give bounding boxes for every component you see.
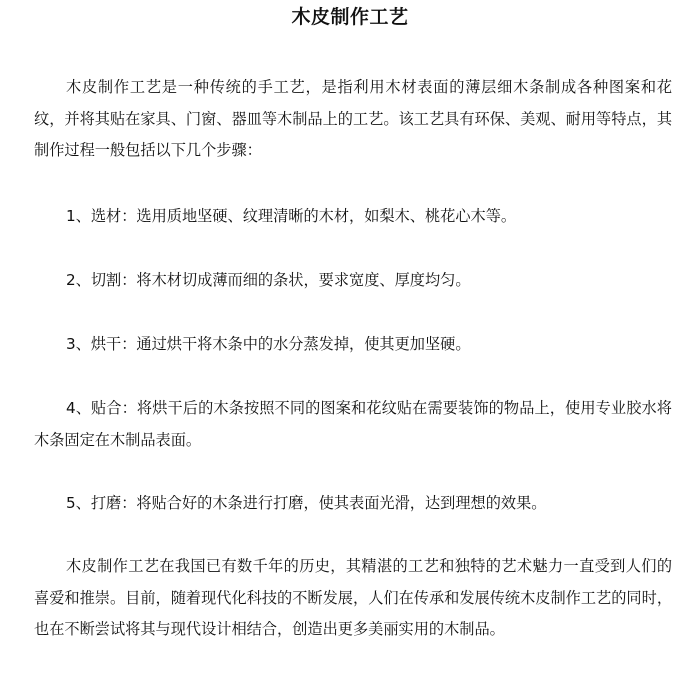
step-paragraph-5: 5、打磨：将贴合好的木条进行打磨，使其表面光滑，达到理想的效果。 [66,494,547,512]
step-paragraph-4: 4、贴合：将烘干后的木条按照不同的图案和花纹贴在需要装饰的物品上，使用专业胶水将木条固定在木制品表面。 [34,399,672,449]
step-paragraph-1: 1、选材：选用质地坚硬、纹理清晰的木材，如梨木、桃花心木等。 [66,207,517,225]
document-title: 木皮制作工艺 [291,6,409,28]
step-paragraph-3: 3、烘干：通过烘干将木条中的水分蒸发掉，使其更加坚硬。 [66,335,471,353]
step-paragraph-2: 2、切割：将木材切成薄而细的条状，要求宽度、厚度均匀。 [66,271,471,289]
conclusion-paragraph: 木皮制作工艺在我国已有数千年的历史，其精湛的工艺和独特的艺术魅力一直受到人们的喜爱和推崇。目前，随着现代化科技的不断发展，人们在传承和发展传统木皮制作工艺的同时，也在不断尝试将其与现代设计相结合，创造出更多美丽实用的木制品。 [34,557,672,638]
intro-paragraph: 木皮制作工艺是一种传统的手工艺，是指利用木材表面的薄层细木条制成各种图案和花纹，并将其贴在家具、门窗、器皿等木制品上的工艺。该工艺具有环保、美观、耐用等特点，其制作过程一般包括以下几个步骤： [34,78,672,159]
